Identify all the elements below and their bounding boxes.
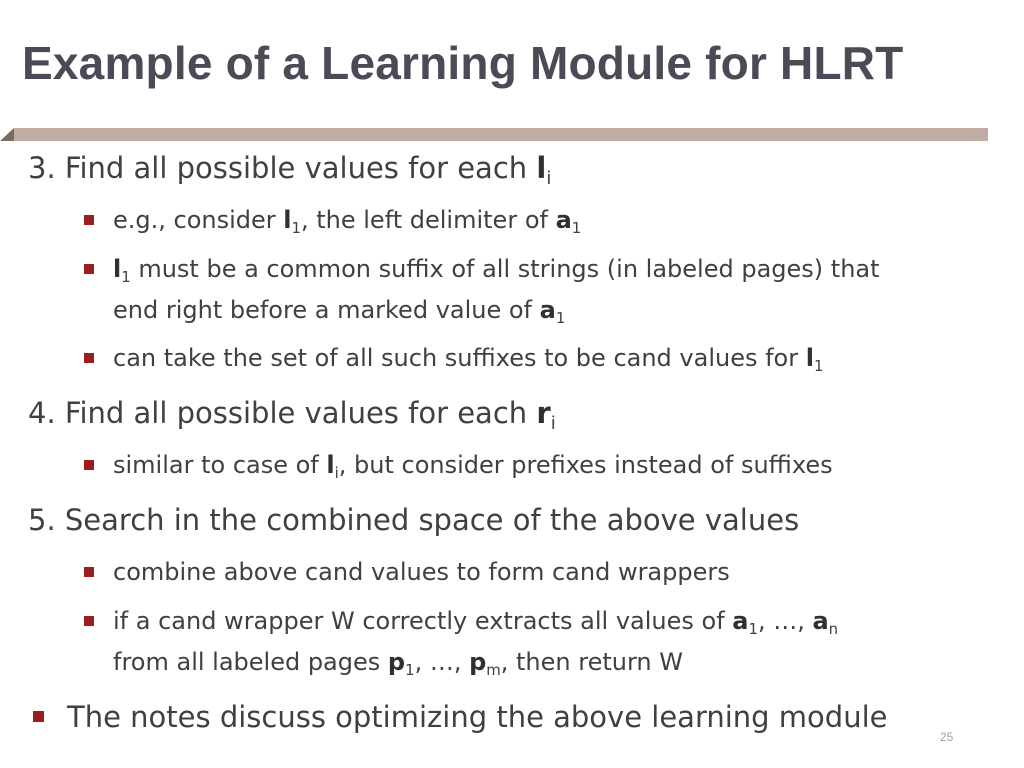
step-4-heading: 4. Find all possible values for each $r_i$ [28, 396, 556, 434]
page-number: 25 [940, 730, 954, 744]
bullet-square-icon [33, 711, 44, 722]
bullet-square-icon [84, 215, 94, 225]
title-bar-notch [0, 128, 14, 141]
step-3-heading: 3. Find all possible values for each $l_i$ [28, 151, 552, 189]
step-3-bullet-1: e.g., consider $l_1$, the left delimiter of $a_1$ [113, 206, 582, 237]
step-5-bullet-1: combine above cand values to form cand wrappers [113, 558, 730, 586]
bullet-square-icon [84, 567, 94, 577]
notes-bullet: The notes discuss optimizing the above learning module [67, 700, 888, 734]
step-3-bullet-2-line-1: $l_1$ must be a common suffix of all strings (in labeled pages) that [113, 255, 880, 286]
bullet-square-icon [84, 616, 94, 626]
step-5-bullet-2-line-1: if a cand wrapper W correctly extracts all values of $a_1$, …, $a_n$ [113, 607, 839, 638]
step-5-bullet-2-line-2: from all labeled pages $p_1$, …, $p_m$, then return W [113, 648, 683, 679]
step-3-bullet-2-line-2: end right before a marked value of $a_1$ [113, 296, 566, 327]
slide-title: Example of a Learning Module for HLRT [22, 37, 904, 89]
bullet-square-icon [84, 460, 94, 470]
bullet-square-icon [84, 353, 94, 363]
step-3-bullet-3: can take the set of all such suffixes to be cand values for $l_1$ [113, 344, 824, 375]
step-5-heading: 5. Search in the combined space of the above values [28, 503, 800, 537]
step-4-bullet-1: similar to case of $l_i$, but consider prefixes instead of suffixes [113, 451, 833, 482]
title-divider-bar [14, 128, 988, 141]
bullet-square-icon [84, 264, 94, 274]
